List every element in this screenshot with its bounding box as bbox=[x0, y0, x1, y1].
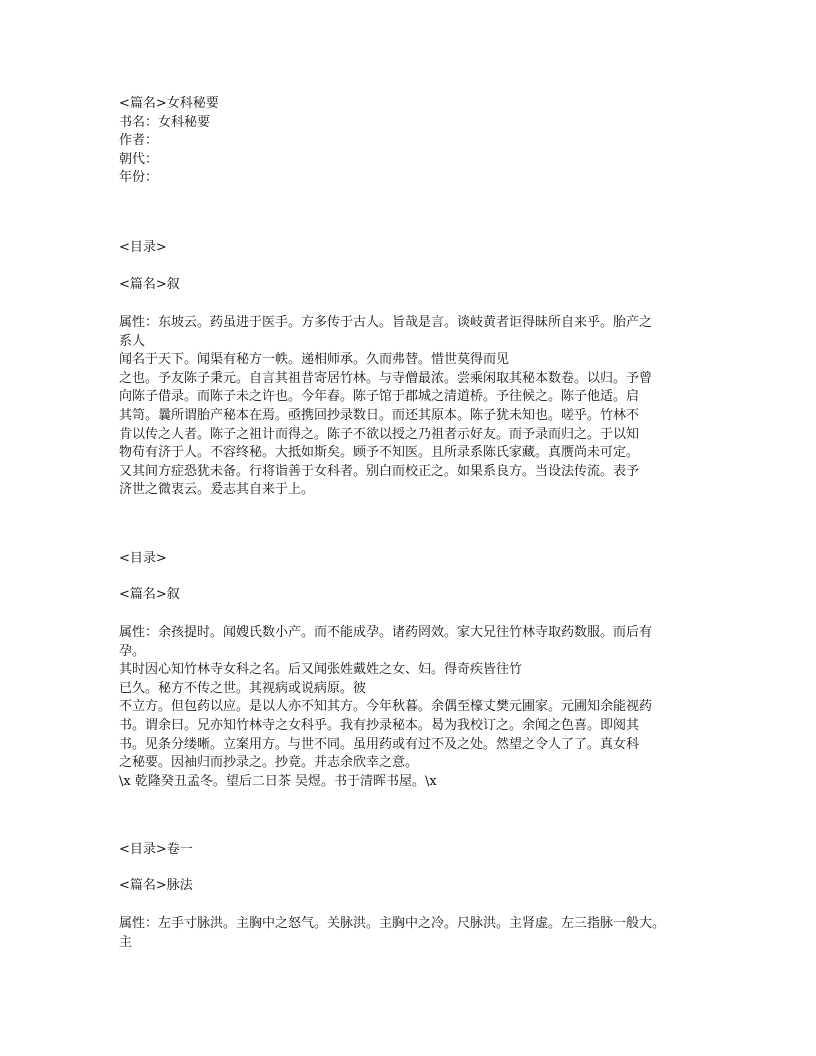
section-title-block bbox=[119, 877, 704, 896]
body-line: 向陈子借录。而陈子未之许也。今年春。陈子馆于郡城之清道桥。予往候之。陈子他适。启 bbox=[119, 389, 640, 405]
header-title: <篇名>女科秘要 bbox=[119, 96, 219, 111]
section-title: <篇名>脉法 bbox=[119, 878, 193, 893]
body-line: 属性：余孩提时。闻嫂氏数小产。而不能成孕。诸药罔效。家大兄往竹林寺取药数服。而后有 bbox=[119, 625, 653, 640]
body-line: 孕。 bbox=[119, 643, 146, 659]
header-author: 作者： bbox=[119, 133, 159, 149]
body-line: 系人 bbox=[119, 333, 146, 349]
body-line: 主 bbox=[119, 934, 133, 950]
section-body bbox=[119, 915, 704, 952]
body-line: 肯以传之人者。陈子之祖计而得之。陈子不欲以授之乃祖者示好友。而予录而归之。于以知 bbox=[119, 426, 640, 442]
body-line: 属性：东坡云。药虽进于医手。方多传于古人。旨哉是言。谈岐黄者讵得昧所自来乎。胎产之 bbox=[119, 315, 653, 330]
body-line: 济世之微衷云。爰志其自来于上。 bbox=[119, 482, 315, 498]
body-line: 之也。予友陈子秉元。自言其祖昔寄居竹林。与寺僧最浓。尝乘闲取其秘本数卷。以归。予曾 bbox=[119, 370, 653, 386]
body-line: 已久。秘方不传之世。其视病或说病原。彼 bbox=[119, 680, 367, 696]
section-toc bbox=[119, 550, 704, 569]
body-line: 书。见条分缕晰。立案用方。与世不同。虽用药或有过不及之处。然望之令人了了。真女科 bbox=[119, 736, 640, 752]
section-title: <篇名>叙 bbox=[119, 277, 180, 292]
section-title-block bbox=[119, 276, 704, 295]
header-block bbox=[119, 95, 704, 188]
header-book-name: 书名：女科秘要 bbox=[119, 114, 211, 130]
body-line: 又其间方症恐犹未备。行将诣善于女科者。别白而校正之。如果系良方。当设法传流。表予 bbox=[119, 463, 640, 479]
header-year: 年份： bbox=[119, 170, 159, 186]
toc-label: <目录>卷一 bbox=[119, 842, 193, 857]
body-line: 书。谓余曰。兄亦知竹林寺之女科乎。我有抄录秘本。曷为我校订之。余闻之色喜。即阅其 bbox=[119, 717, 640, 733]
toc-label: <目录> bbox=[119, 551, 167, 566]
toc-label: <目录> bbox=[119, 240, 167, 255]
body-line: 属性：左手寸脉洪。主胸中之怒气。关脉洪。主胸中之冷。尺脉洪。主肾虚。左三指脉一般大。 bbox=[119, 916, 666, 931]
body-line: 不立方。但包药以应。是以人亦不知其方。今年秋暮。余偶至檺丈樊元圃家。元圃知余能视药 bbox=[119, 699, 653, 715]
body-line: 物苟有济于人。不容终秘。大抵如斯矣。顾予不知医。且所录系陈氏家藏。真赝尚未可定。 bbox=[119, 445, 640, 461]
section-body bbox=[119, 624, 704, 791]
body-line: 其笥。曩所谓胎产秘本在焉。亟携回抄录数日。而还其原本。陈子犹未知也。嗟乎。竹林不 bbox=[119, 407, 640, 423]
section-title-block bbox=[119, 586, 704, 605]
body-line: 闻名于天下。闻渠有秘方一帙。递相师承。久而弗替。惜世莫得而见 bbox=[119, 352, 510, 368]
body-line: \x 乾隆癸丑孟冬。望后二日茶 吴煜。书于清晖书屋。\x bbox=[119, 773, 437, 789]
body-line: 其时因心知竹林寺女科之名。后又闻张姓戴姓之女、妇。得奇疾皆往竹 bbox=[119, 662, 523, 678]
body-line: 之秘要。因袖归而抄录之。抄竟。并志余欣幸之意。 bbox=[119, 755, 419, 771]
section-title: <篇名>叙 bbox=[119, 587, 180, 602]
section-toc bbox=[119, 841, 704, 860]
section-body bbox=[119, 314, 704, 500]
header-dynasty: 朝代： bbox=[119, 151, 159, 167]
section-toc bbox=[119, 239, 704, 258]
